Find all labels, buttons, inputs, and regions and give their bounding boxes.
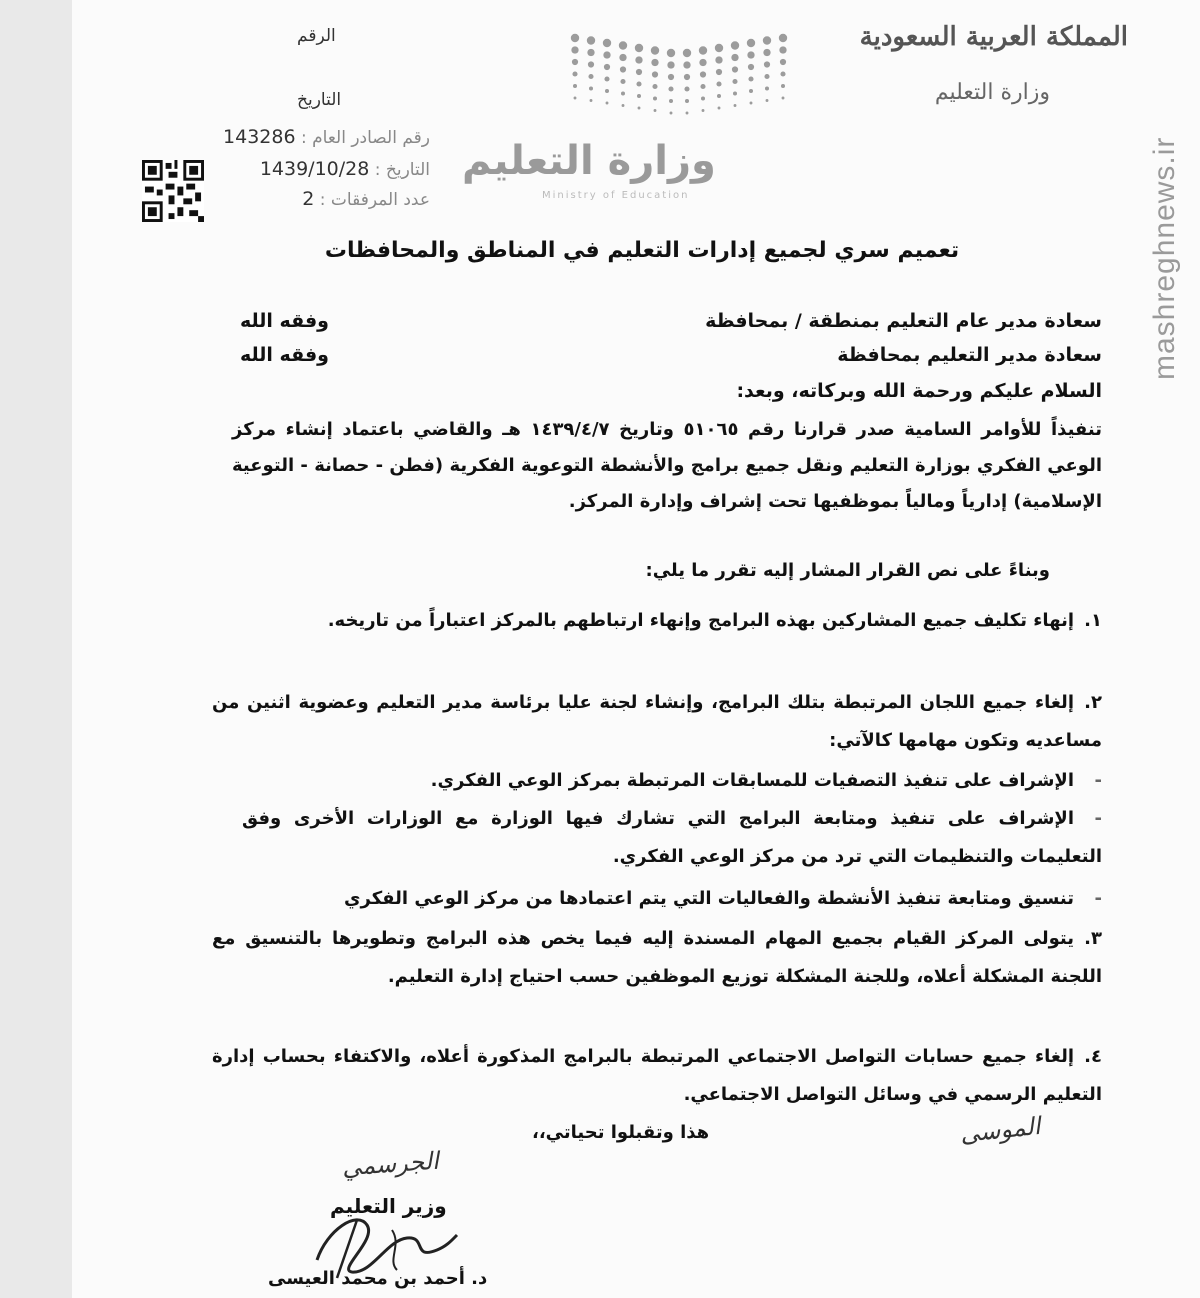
subitem-text: تنسيق ومتابعة تنفيذ الأنشطة والفعاليات التي يتم اعتمادها من مركز الوعي الفكري — [344, 888, 1074, 909]
dated-row — [200, 158, 430, 180]
serial-label: رقم الصادر العام : — [300, 128, 430, 148]
bullet-dash-icon: - — [1094, 808, 1102, 829]
decision-intro: وبناءً على نص القرار المشار إليه تقرر ما يلي: — [645, 560, 1050, 581]
sub-list-item — [242, 800, 1102, 876]
document-title: تعميم سري لجميع إدارات التعليم في المناطق والمحافظات — [324, 238, 960, 263]
item-number: ٢. — [1084, 692, 1102, 713]
list-item — [212, 920, 1102, 996]
signatory-title: وزير التعليم — [330, 1194, 447, 1218]
item-number: ١. — [1084, 610, 1102, 631]
item-text: يتولى المركز القيام بجميع المهام المسندة إليه فيما يخص هذه البرامج وتطويرها بالتنسيق مع اللجنة المشكلة أعلاه، وللجنة المشكلة توزيع الموظفين حسب احتياج إدارة التعليم. — [212, 928, 1102, 987]
item-text: إلغاء جميع حسابات التواصل الاجتماعي المرتبطة بالبرامج المذكورة أعلاه، والاكتفاء بحساب إدارة التعليم الرسمي في وسائل التواصل الاجتماعي. — [212, 1046, 1102, 1105]
kingdom-name: المملكة العربية السعودية — [859, 22, 1128, 52]
handwritten-note-right: الموسى — [958, 1111, 1042, 1149]
attachments-row — [200, 188, 430, 210]
item-text: إلغاء جميع اللجان المرتبطة بتلك البرامج، وإنشاء لجنة عليا برئاسة مدير التعليم وعضوية اثنين من مساعديه وتكون مهامها كالآتي: — [212, 692, 1102, 751]
addressee-closing-1: وفقه الله — [240, 310, 329, 332]
dated-value: 1439/10/28 — [259, 158, 370, 180]
sub-list-item — [242, 880, 1102, 918]
bullet-dash-icon: - — [1094, 770, 1102, 791]
greeting: السلام عليكم ورحمة الله وبركاته، وبعد: — [736, 380, 1102, 402]
addressee-closing-2: وفقه الله — [240, 344, 329, 366]
item-number: ٤. — [1084, 1046, 1102, 1067]
qr-code-icon — [142, 160, 204, 222]
bullet-dash-icon: - — [1094, 888, 1102, 909]
intro-paragraph: تنفيذاً للأوامر السامية صدر قرارنا رقم ٥١٠٦٥ وتاريخ ١٤٣٩/٤/٧ هـ والقاضي باعتماد إنشاء مركز الوعي الفكري بوزارة التعليم ونقل جميع برامج والأنشطة التوعوية الفكرية (فطن - حصانة - التوعية الإسلامية) إدارياً ومالياً بموظفيها تحت إشراف وإدارة المركز. — [232, 419, 1102, 512]
subitem-text: الإشراف على تنفيذ ومتابعة البرامج التي تشارك فيها الوزارة مع الوزارات الأخرى وفق التعليمات والتنظيمات التي ترد من مركز الوعي الفكري. — [242, 808, 1102, 867]
list-item — [212, 1038, 1102, 1114]
number-label: الرقم — [297, 26, 336, 46]
ministry-logo-icon — [567, 30, 797, 120]
item-text: إنهاء تكليف جميع المشاركين بهذه البرامج وإنهاء ارتباطهم بالمركز اعتباراً من تاريخه. — [327, 610, 1074, 631]
document-page — [72, 0, 1200, 1298]
closing-line: هذا وتقبلوا تحياتي،، — [532, 1122, 710, 1143]
addressee-line-2: سعادة مدير التعليم بمحافظة — [837, 344, 1102, 366]
attachments-label: عدد المرفقات : — [319, 190, 430, 210]
ministry-logo-subtitle: Ministry of Education — [542, 190, 690, 201]
serial-row — [200, 126, 430, 148]
attachments-value: 2 — [302, 188, 315, 210]
sub-list-item — [242, 762, 1102, 800]
watermark-text: mashreghnews.ir — [1148, 136, 1181, 380]
list-item — [212, 602, 1102, 640]
ministry-logo-text: وزارة التعليم — [462, 138, 716, 184]
date-label: التاريخ — [297, 90, 342, 110]
list-item — [212, 684, 1102, 760]
item-number: ٣. — [1084, 928, 1102, 949]
dated-label: التاريخ : — [374, 160, 430, 180]
subitem-text: الإشراف على تنفيذ التصفيات للمسابقات المرتبطة بمركز الوعي الفكري. — [430, 770, 1074, 791]
signatory-name: د. أحمد بن محمد العيسى — [268, 1268, 488, 1289]
serial-value: 143286 — [223, 126, 296, 148]
addressee-line-1: سعادة مدير عام التعليم بمنطقة / بمحافظة — [705, 310, 1102, 332]
ministry-small-name: وزارة التعليم — [934, 80, 1050, 105]
handwritten-note-top: الجرسمي — [341, 1146, 440, 1182]
